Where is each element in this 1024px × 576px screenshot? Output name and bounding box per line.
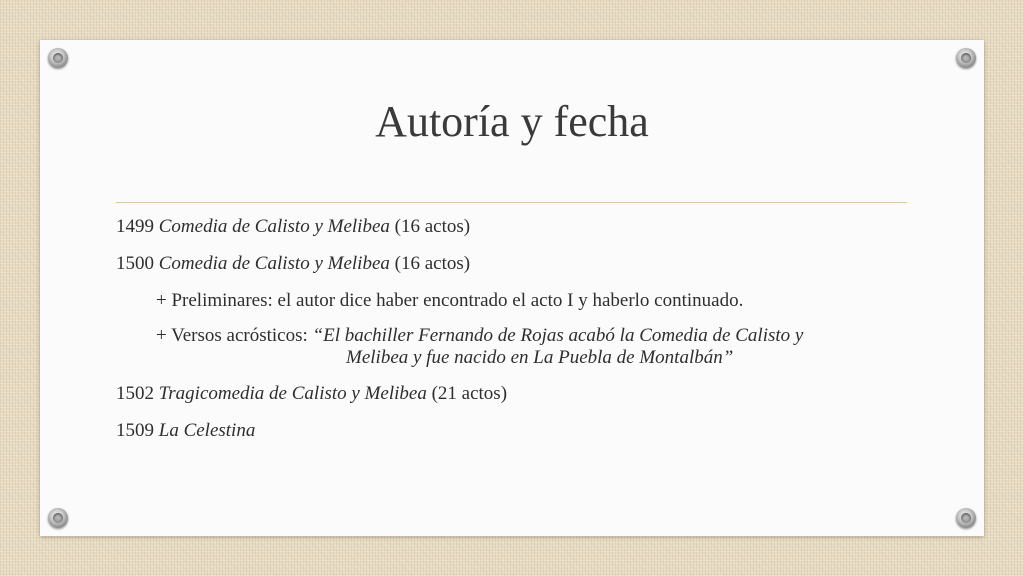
pin-icon [48,48,68,68]
entry-detail: (21 actos) [431,383,508,404]
entry-year: 1499 [116,216,154,237]
pin-icon [48,508,68,528]
note-quote-line1: “El bachiller Fernando de Rojas acabó la Comedia de Calisto y [312,325,804,346]
entry-year: 1509 [116,420,154,441]
entry-1500 [116,245,916,282]
note-preliminares: + Preliminares: el autor dice haber encontrado el acto I y haberlo continuado. [156,290,744,311]
entry-1502 [116,375,916,412]
entry-detail: (16 actos) [394,216,471,237]
entry-work: Tragicomedia de Calisto y Melibea [158,383,427,404]
note-acrosticos [116,319,916,347]
note-quote-line2: Melibea y fue nacido en La Puebla de Montalbán” [346,347,734,368]
slide-body [116,208,916,449]
entry-work: Comedia de Calisto y Melibea [158,253,390,274]
note-prefix: + Versos acrósticos: [156,325,313,346]
entry-year: 1500 [116,253,154,274]
entry-year: 1502 [116,383,154,404]
entry-detail: (16 actos) [394,253,471,274]
pin-icon [956,508,976,528]
entry-1499 [116,208,916,245]
entry-1509 [116,412,916,449]
entry-work: Comedia de Calisto y Melibea [158,216,390,237]
slide-title: Autoría y fecha [375,97,649,146]
pin-icon [956,48,976,68]
title-divider [116,202,907,203]
slide-card [40,40,984,536]
entry-work: La Celestina [158,420,256,441]
